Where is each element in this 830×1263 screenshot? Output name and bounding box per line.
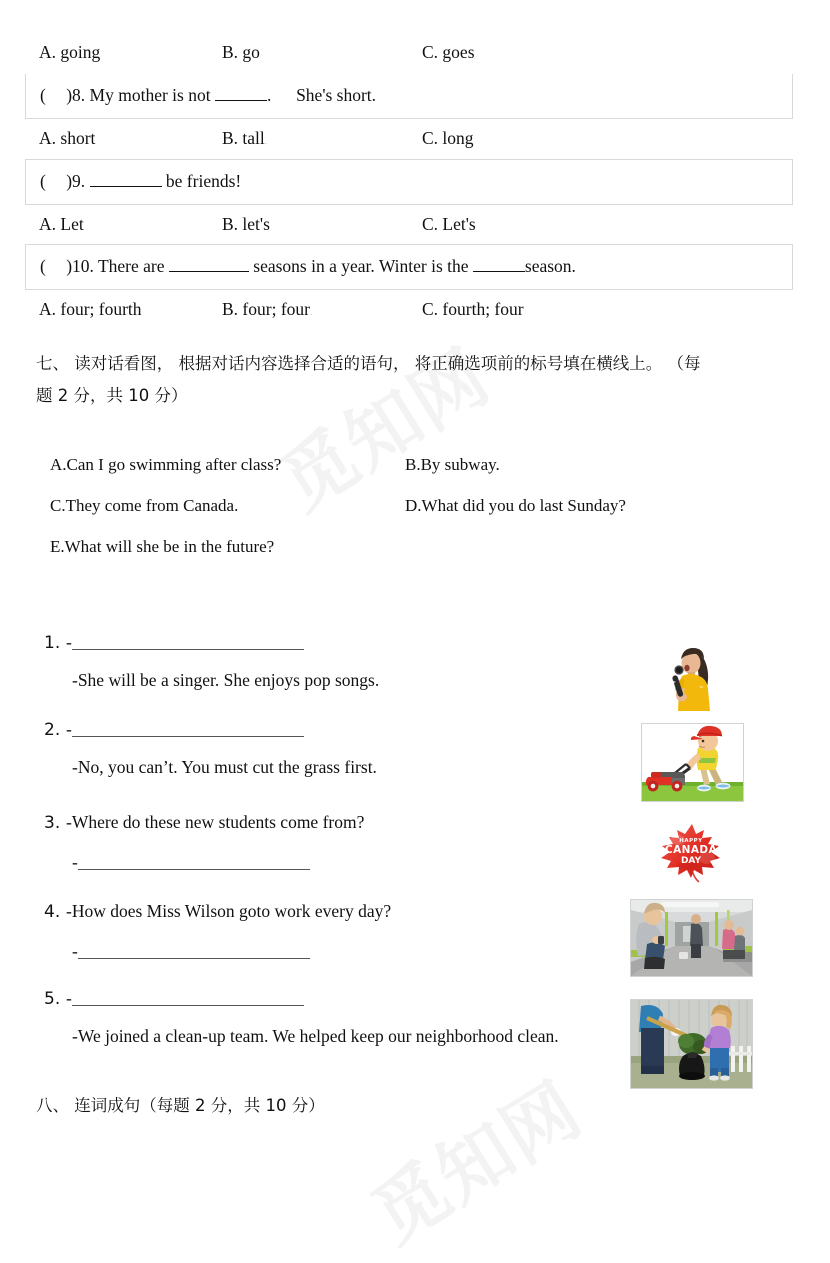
q8-blank[interactable] xyxy=(215,100,267,101)
dialogue-item-4 xyxy=(44,901,391,962)
item-3-question: -Where do these new students come from? xyxy=(66,812,365,832)
q8-option-c[interactable]: C. long xyxy=(422,127,474,148)
item-4-prompt-row xyxy=(44,901,391,922)
section-7-heading-line-1: 七、 读对话看图， 根据对话内容选择合适的语句， 将正确选项前的标号填在横线上。 （每 xyxy=(36,354,701,373)
item-5-dash: - xyxy=(66,988,72,1008)
leaf-text-happy: HAPPY xyxy=(679,838,703,844)
picture-canada-day-leaf xyxy=(645,818,741,886)
item-1-answer-blank[interactable] xyxy=(72,636,304,650)
item-3-dash: - xyxy=(72,852,78,872)
item-2-reply: -No, you can’t. You must cut the grass first. xyxy=(72,757,377,777)
q8-text-tail: She's short. xyxy=(296,84,377,105)
leaf-text-canada: CANADA xyxy=(665,844,717,856)
q10-number: )10. xyxy=(66,256,94,277)
q9-stem-box[interactable] xyxy=(25,159,793,205)
q8-text-after: . xyxy=(266,84,272,105)
section-8-heading: 八、 连词成句（每题 2 分，共 10 分） xyxy=(36,1096,325,1115)
q10-option-a[interactable]: A. four; fourth xyxy=(39,299,142,320)
item-4-answer-row xyxy=(72,941,391,962)
q10-text-after: season. xyxy=(524,256,576,277)
bank-row-1 xyxy=(50,455,790,475)
girl-singing-microphone-icon xyxy=(655,645,727,711)
q7-option-c[interactable]: C. goes xyxy=(422,42,475,62)
q8-option-a[interactable]: A. short xyxy=(39,127,96,148)
q9-number: )9. xyxy=(66,170,86,191)
q9-option-c[interactable]: C. Let's xyxy=(422,213,476,234)
q10-blank-1[interactable] xyxy=(169,271,249,272)
picture-cleanup-team xyxy=(630,999,753,1089)
q9-option-a[interactable]: A. Let xyxy=(39,213,84,234)
item-1-prompt-row xyxy=(44,632,379,653)
canada-day-maple-leaf-icon xyxy=(645,818,741,886)
item-4-number: 4. xyxy=(44,902,61,922)
q9-options-row xyxy=(25,205,793,245)
q8-option-b[interactable]: B. tall. xyxy=(222,127,268,148)
item-3-number: 3. xyxy=(44,813,61,833)
q10-text-before: There are xyxy=(97,256,165,277)
dialogue-item-3 xyxy=(44,812,364,873)
item-5-number: 5. xyxy=(44,989,61,1009)
q8-stem-box[interactable] xyxy=(25,74,793,119)
q7-options-row xyxy=(25,42,793,74)
people-inside-subway-train-icon xyxy=(631,900,752,976)
item-5-prompt-row xyxy=(44,988,559,1009)
q7-option-b[interactable]: B. go xyxy=(222,42,260,62)
item-4-dash: - xyxy=(72,941,78,961)
q8-options-row xyxy=(25,119,793,159)
q10-options-row xyxy=(25,290,793,330)
item-1-number: 1. xyxy=(44,633,61,653)
item-2-prompt-row xyxy=(44,719,377,740)
dialogue-item-2 xyxy=(44,719,377,778)
bank-option-c[interactable]: C.They come from Canada. xyxy=(50,496,239,515)
family-cleaning-up-garbage-bag-icon xyxy=(631,1000,752,1088)
q10-option-c[interactable]: C. fourth; four xyxy=(422,299,524,320)
q7-option-a[interactable]: A. going xyxy=(39,42,101,62)
item-1-reply: -She will be a singer. She enjoys pop songs. xyxy=(72,670,380,690)
item-1-dash: - xyxy=(66,632,72,652)
item-2-dash: - xyxy=(66,719,72,739)
item-4-question: -How does Miss Wilson goto work every day? xyxy=(66,901,392,921)
item-2-number: 2. xyxy=(44,720,61,740)
q9-bracket-open: ( xyxy=(40,170,46,191)
picture-girl-singing xyxy=(655,645,727,711)
picture-boy-mowing-lawn xyxy=(641,723,744,802)
q8-number: )8. xyxy=(66,84,86,105)
dialogue-item-1 xyxy=(44,632,379,691)
answer-choice-bank xyxy=(50,455,790,557)
mcq-section xyxy=(25,42,793,330)
item-3-answer-blank[interactable] xyxy=(78,856,310,870)
bank-option-d[interactable]: D.What did you do last Sunday? xyxy=(405,496,626,515)
q8-bracket-open: ( xyxy=(40,84,46,105)
q9-blank[interactable] xyxy=(90,186,162,187)
q10-stem-box[interactable] xyxy=(25,244,793,290)
leaf-text-day: DAY xyxy=(680,856,702,866)
item-4-answer-blank[interactable] xyxy=(78,945,310,959)
q9-option-b[interactable]: B. let's xyxy=(222,213,270,234)
bank-option-b[interactable]: B.By subway. xyxy=(405,455,500,474)
q8-text-before: My mother is not xyxy=(89,84,211,105)
q9-text-after: be friends! xyxy=(165,170,242,191)
item-3-answer-row xyxy=(72,852,364,873)
bank-row-3 xyxy=(50,537,790,557)
bank-option-a[interactable]: A.Can I go swimming after class? xyxy=(50,455,282,474)
picture-subway-interior xyxy=(630,899,753,977)
q10-bracket-open: ( xyxy=(40,256,46,277)
item-2-answer-blank[interactable] xyxy=(72,723,304,737)
dialogue-item-5 xyxy=(44,988,559,1047)
section-7-heading xyxy=(36,348,804,412)
section-7-heading-line-2: 题 2 分，共 10 分） xyxy=(36,386,188,406)
item-5-reply: -We joined a clean-up team. We helped keep our neighborhood clean. xyxy=(72,1026,559,1046)
item-3-prompt-row xyxy=(44,812,364,833)
q10-text-mid: seasons in a year. Winter is the xyxy=(253,256,469,277)
item-5-answer-blank[interactable] xyxy=(72,992,304,1006)
q10-option-b[interactable]: B. four; four. xyxy=(222,299,313,320)
bank-option-e[interactable]: E.What will she be in the future? xyxy=(50,537,275,556)
q10-blank-2[interactable] xyxy=(473,271,525,272)
watermark-bottom xyxy=(349,1053,599,1263)
boy-mowing-lawn-icon xyxy=(642,724,743,801)
bank-row-2 xyxy=(50,496,790,516)
